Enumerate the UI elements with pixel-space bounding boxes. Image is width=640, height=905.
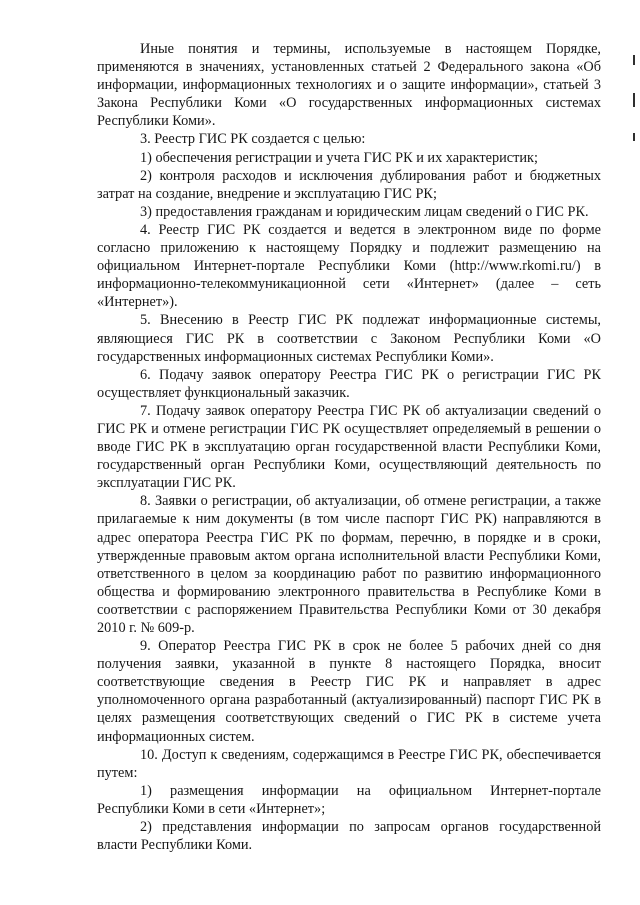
paragraph-5: 5. Внесению в Реестр ГИС РК подлежат информационные системы, являющиеся ГИС РК в соответствии с Законом Республики Коми «О государственных информационных системах Республики Коми». bbox=[97, 312, 601, 365]
paragraph-6: 6. Подачу заявок оператору Реестра ГИС РК о регистрации ГИС РК осуществляет функциональный заказчик. bbox=[97, 366, 601, 401]
paragraph-10-item-2: 2) представления информации по запросам органов государственной власти Республики Коми. bbox=[97, 819, 601, 854]
scan-edge-marks bbox=[629, 55, 635, 145]
paragraph-10-item-1: 1) размещения информации на официальном Интернет-портале Республики Коми в сети «Интернет»; bbox=[97, 782, 601, 817]
paragraph-10: 10. Доступ к сведениям, содержащимся в Реестре ГИС РК, обеспечивается путем: bbox=[97, 746, 601, 781]
paragraph-9: 9. Оператор Реестра ГИС РК в срок не более 5 рабочих дней со дня получения заявки, указанной в пункте 8 настоящего Порядка, вносит соответствующие сведения в Реестр ГИС РК и направляет в адрес уполномоченного органа разработанный (актуализированный) паспорт ГИС РК в целях размещения соответствующих сведений о ГИС РК в системе учета информационных систем. bbox=[97, 638, 601, 745]
paragraph-3-item-1: 1) обеспечения регистрации и учета ГИС РК и их характеристик; bbox=[140, 149, 538, 166]
paragraph-7: 7. Подачу заявок оператору Реестра ГИС РК об актуализации сведений о ГИС РК и отмене регистрации ГИС РК осуществляет определяемый в решении о вводе ГИС РК в эксплуатацию орган государственной власти Республики Коми, государственный орган Республики Коми, осуществляющий деятельность по эксплуатации ГИС РК. bbox=[97, 402, 601, 492]
paragraph-3: 3. Реестр ГИС РК создается с целью: bbox=[140, 131, 366, 148]
paragraph-terms: Иные понятия и термины, используемые в настоящем Порядке, применяются в значениях, установленных статьей 2 Федерального закона «Об информации, информационных технологиях и о защите информации», статьей 3 Закона Республики Коми «О государственных информационных системах Республики Коми». bbox=[97, 41, 601, 130]
paragraph-8: 8. Заявки о регистрации, об актуализации, об отмене регистрации, а также прилагаемые к ним документы (в том числе паспорт ГИС РК) направляются в адрес оператора Реестра ГИС РК по формам, перечню, в порядке и в сроки, утвержденные правовым актом органа исполнительной власти Республики Коми, ответственного в целом за координацию работ по развитию информационного общества и формированию электронного правительства в Республике Коми в соответствии с распоряжением Правительства Республики Коми от 30 декабря 2010 г. № 609-р. bbox=[97, 493, 601, 636]
paragraph-3-item-3: 3) предоставления гражданам и юридическим лицам сведений о ГИС РК. bbox=[140, 203, 589, 220]
document-body bbox=[97, 40, 601, 854]
paragraph-3-item-2: 2) контроля расходов и исключения дублирования работ и бюджетных затрат на создание, внедрение и эксплуатацию ГИС РК; bbox=[97, 167, 601, 202]
paragraph-4: 4. Реестр ГИС РК создается и ведется в электронном виде по форме согласно приложению к настоящему Порядку и подлежит размещению на официальном Интернет-портале Республики Коми (http://www.rkomi.ru/) в информационно-телекоммуникационной сети «Интернет» (далее – сеть «Интернет»). bbox=[97, 221, 601, 311]
